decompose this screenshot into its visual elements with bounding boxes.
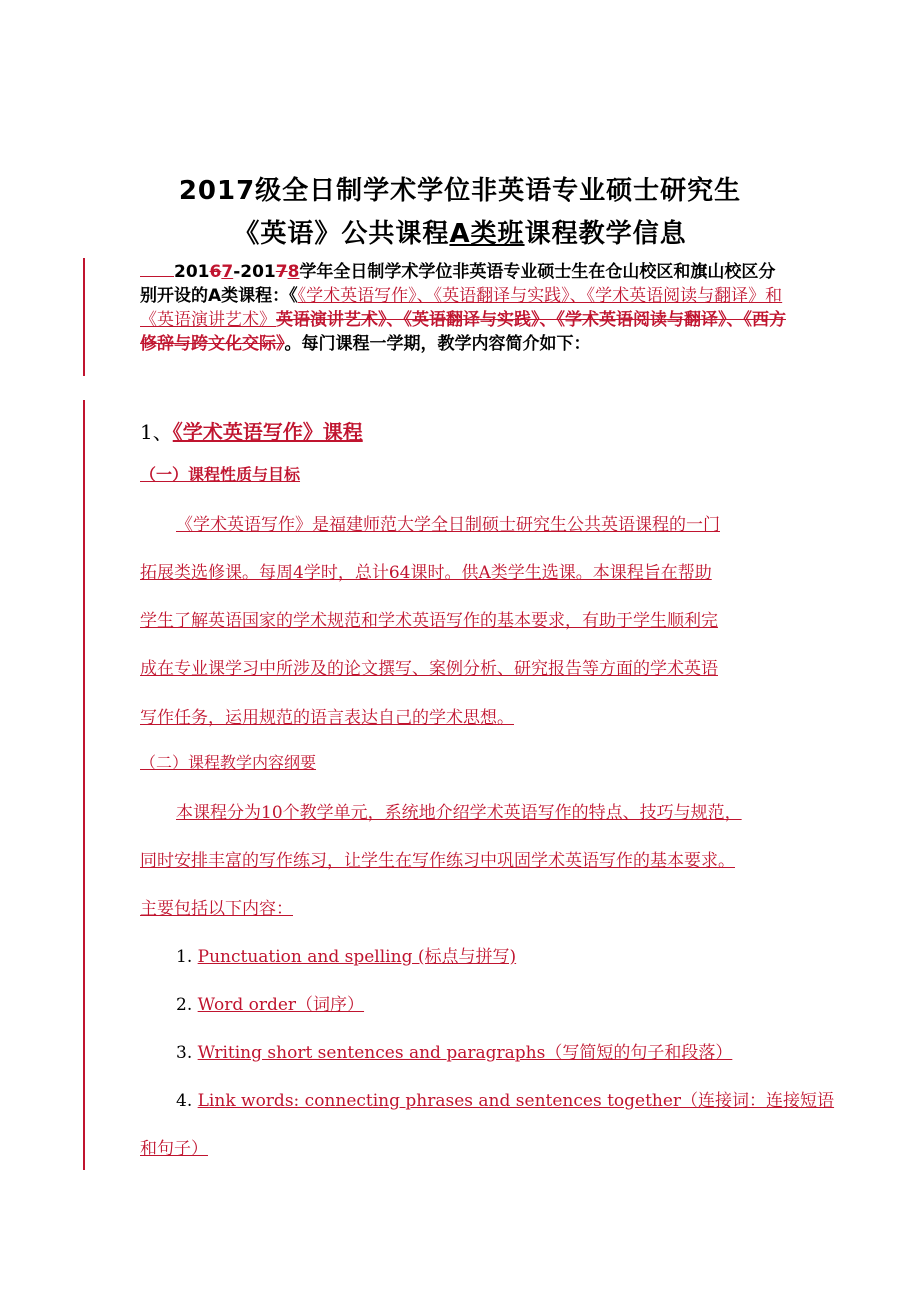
- para2-line-2: 同时安排丰富的写作练习，让学生在写作练习中巩固学术英语写作的基本要求。: [140, 851, 735, 871]
- intro-tail: 。每门课程一学期，教学内容简介如下：: [284, 334, 591, 354]
- section-heading: [140, 416, 363, 445]
- item-number: 2.: [176, 995, 193, 1015]
- subtitle-inserted: A类班: [449, 219, 525, 249]
- para2-line-3: 主要包括以下内容：: [140, 899, 293, 919]
- para1-line-2: 拓展类选修课。每周4学时，总计64课时。供A类学生选课。本课程旨在帮助: [140, 563, 712, 583]
- intro-year: 201: [174, 262, 210, 282]
- intro-year: -201: [233, 262, 276, 282]
- para1-line-4: 成在专业课学习中所涉及的论文撰写、案例分析、研究报告等方面的学术英语: [140, 659, 718, 679]
- list-item: [176, 1086, 834, 1111]
- item-text: Word order（词序）: [197, 995, 365, 1015]
- intro-paragraph: [140, 260, 790, 356]
- item4-continuation: 和句子）: [140, 1139, 208, 1159]
- intro-inserted: 8: [287, 262, 300, 282]
- intro-deleted: 7: [275, 262, 288, 282]
- section-number: 1、: [140, 420, 173, 444]
- intro-inserted-courses: 《学术英语写作》、《英语翻译与实践》、《学术英语阅读与翻译》和《英语演讲艺术》: [140, 286, 783, 330]
- item-number: 4.: [176, 1091, 193, 1111]
- para1-line-5: 写作任务，运用规范的语言表达自己的学术思想。: [140, 708, 514, 728]
- item-text: Writing short sentences and paragraphs（写简短的句子和段落）: [197, 1043, 733, 1063]
- subtitle-part: 课程教学信息: [524, 219, 687, 249]
- item-text: Punctuation and spelling (标点与拼写): [197, 947, 517, 967]
- item-number: 1.: [176, 947, 193, 967]
- change-bar-top: [83, 258, 85, 376]
- subheading-1: （一）课程性质与目标: [140, 465, 301, 484]
- para1-line-3: 学生了解英语国家的学术规范和学术英语写作的基本要求，有助于学生顺利完: [140, 611, 718, 631]
- intro-deleted-courses: 英语演讲艺术》、《英语翻译与实践》、《学术英语阅读与翻译》、《西方修辞与跨文化交际》: [140, 310, 786, 354]
- intro-deleted: 6: [209, 262, 222, 282]
- intro-inserted: 7: [221, 262, 234, 282]
- page-title: 2017级全日制学术学位非英语专业硕士研究生: [178, 176, 742, 206]
- item-number: 3.: [176, 1043, 193, 1063]
- item-text: Link words: connecting phrases and sentences together（连接词：连接短语: [197, 1091, 835, 1111]
- intro-indent: [140, 260, 174, 277]
- intro-text: 区分别开设的A类课程：《: [140, 262, 776, 306]
- para2-line-1: 本课程分为10个教学单元，系统地介绍学术英语写作的特点、技巧与规范，: [176, 803, 742, 823]
- para1-line-1: 《学术英语写作》是福建师范大学全日制硕士研究生公共英语课程的一门: [176, 515, 720, 535]
- list-item: [176, 990, 364, 1015]
- list-item: [176, 942, 516, 967]
- page-subtitle: [0, 213, 920, 250]
- section-title: 《学术英语写作》课程: [172, 420, 363, 444]
- intro-text: 学年全日制学术学位非英语专业硕士生在仓山校区和旗山校: [299, 262, 742, 282]
- list-item: [176, 1038, 732, 1063]
- subheading-2: （二）课程教学内容纲要: [140, 753, 317, 772]
- change-bar-main: [83, 400, 85, 1170]
- subtitle-part: 《英语》公共课程: [233, 219, 450, 249]
